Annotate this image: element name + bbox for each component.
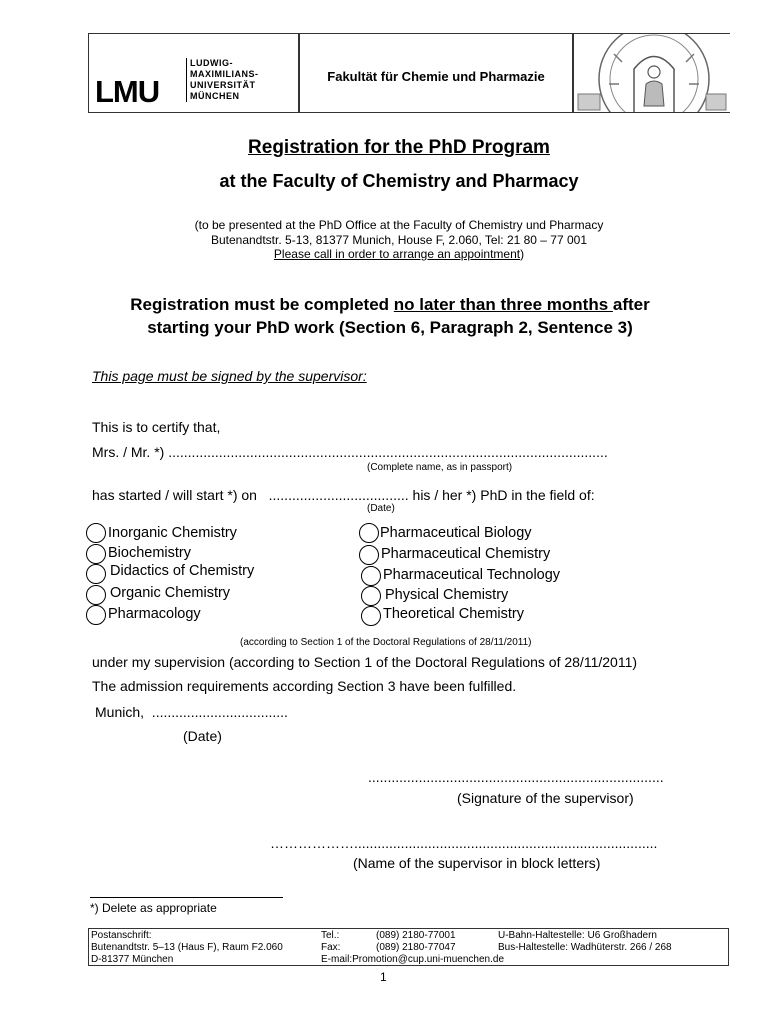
university-seal xyxy=(573,33,730,113)
footer-email[interactable]: E-mail:Promotion@cup.uni-muenchen.de xyxy=(321,954,505,965)
lmu-logo-mark: LMU xyxy=(95,74,160,109)
postal-line: Butenandtstr. 5–13 (Haus F), Raum F2.060 xyxy=(91,942,283,953)
radio-didactics-of-chemistry[interactable] xyxy=(86,564,106,584)
logo-line: MÜNCHEN xyxy=(190,91,240,101)
lmu-logo-text xyxy=(190,58,259,102)
deadline-notice xyxy=(0,295,770,315)
faculty-title: Fakultät für Chemie und Pharmazie xyxy=(327,69,545,84)
option-physical-chemistry: Physical Chemistry xyxy=(385,587,509,603)
admission-line: The admission requirements according Section 3 have been fulfilled. xyxy=(92,678,517,694)
option-didactics-of-chemistry: Didactics of Chemistry xyxy=(110,563,255,579)
postal-line: Postanschrift: xyxy=(91,930,152,941)
info-close-paren: ) xyxy=(520,247,525,261)
logo-line: MAXIMILIANS- xyxy=(190,69,259,79)
radio-physical-chemistry[interactable] xyxy=(361,586,381,606)
info-line-1: (to be presented at the PhD Office at the Faculty of Chemistry und Pharmacy xyxy=(194,218,604,232)
notice-part-1: Registration must be completed xyxy=(130,295,394,314)
signature-line[interactable]: ............................................................................ xyxy=(368,769,664,785)
appointment-note: Please call in order to arrange an appointment xyxy=(273,247,521,261)
page-title: Registration for the PhD Program xyxy=(248,137,550,158)
radio-inorganic-chemistry[interactable] xyxy=(86,523,106,543)
footer-contact-values xyxy=(376,930,456,954)
info-line-3 xyxy=(0,247,770,261)
munich-date-line[interactable]: Munich, ................................... xyxy=(95,704,288,720)
logo-line: UNIVERSITÄT xyxy=(190,80,256,90)
contact-label: Fax: xyxy=(321,942,341,953)
option-pharmacology: Pharmacology xyxy=(108,606,201,622)
radio-pharmacology[interactable] xyxy=(86,605,106,625)
deadline-notice-line-2: starting your PhD work (Section 6, Paragraph 2, Sentence 3) xyxy=(147,318,633,337)
certify-text: This is to certify that, xyxy=(92,419,221,435)
notice-deadline: no later than three months xyxy=(393,295,613,314)
signature-label: (Signature of the supervisor) xyxy=(457,790,634,806)
footnote-rule xyxy=(90,897,283,898)
page-number: 1 xyxy=(380,970,387,984)
name-hint: (Complete name, as in passport) xyxy=(367,462,513,473)
radio-biochemistry[interactable] xyxy=(86,544,106,564)
transit-line: U-Bahn-Haltestelle: U6 Großhadern xyxy=(498,930,657,941)
contact-label: Tel.: xyxy=(321,930,340,941)
start-date-line[interactable]: has started / will start *) on .................................... his / her *) PhD in the field of: xyxy=(92,487,595,503)
radio-organic-chemistry[interactable] xyxy=(86,585,106,605)
option-biochemistry: Biochemistry xyxy=(108,545,191,561)
footer-postal xyxy=(91,930,283,966)
transit-line: Bus-Haltestelle: Wadhüterstr. 266 / 268 xyxy=(498,942,672,953)
option-theoretical-chemistry: Theoretical Chemistry xyxy=(383,606,525,622)
date-hint: (Date) xyxy=(367,503,395,514)
page-subtitle: at the Faculty of Chemistry and Pharmacy xyxy=(219,171,579,191)
logo-line: LUDWIG- xyxy=(190,58,233,68)
option-organic-chemistry: Organic Chemistry xyxy=(110,585,231,601)
lmu-logo-box xyxy=(88,33,299,113)
option-inorganic-chemistry: Inorganic Chemistry xyxy=(108,525,237,541)
fax-number: (089) 2180-77047 xyxy=(376,942,456,953)
supervision-line: under my supervision (according to Section 1 of the Doctoral Regulations of 28/11/2011) xyxy=(92,654,638,670)
radio-pharmaceutical-biology[interactable] xyxy=(359,523,379,543)
info-line-2: Butenandtstr. 5-13, 81377 Munich, House F, 2.060, Tel: 21 80 – 77 001 xyxy=(210,233,588,247)
footer-transit xyxy=(498,930,672,954)
logo-divider xyxy=(186,58,187,102)
radio-theoretical-chemistry[interactable] xyxy=(361,606,381,626)
supervisor-note: This page must be signed by the supervisor: xyxy=(92,368,367,384)
candidate-name-line[interactable]: Mrs. / Mr. *) ................................................................................................................. xyxy=(92,444,608,460)
radio-pharmaceutical-technology[interactable] xyxy=(361,566,381,586)
radio-pharmaceutical-chemistry[interactable] xyxy=(359,545,379,565)
notice-part-3: after xyxy=(612,295,650,314)
faculty-box xyxy=(299,33,573,113)
regulation-note: (according to Section 1 of the Doctoral Regulations of 28/11/2011) xyxy=(240,637,532,648)
footnote: *) Delete as appropriate xyxy=(90,901,217,915)
footer-box xyxy=(88,928,729,966)
phone-number: (089) 2180-77001 xyxy=(376,930,456,941)
postal-line: D-81377 München xyxy=(91,954,174,965)
supervisor-name-label: (Name of the supervisor in block letters) xyxy=(353,855,601,871)
option-pharmaceutical-chemistry: Pharmaceutical Chemistry xyxy=(381,546,551,562)
option-pharmaceutical-biology: Pharmaceutical Biology xyxy=(380,525,532,541)
date-label: (Date) xyxy=(183,728,222,744)
seal-icon xyxy=(574,34,730,113)
option-pharmaceutical-technology: Pharmaceutical Technology xyxy=(383,567,561,583)
supervisor-name-line[interactable]: ……………….............................................................................. xyxy=(270,835,658,851)
